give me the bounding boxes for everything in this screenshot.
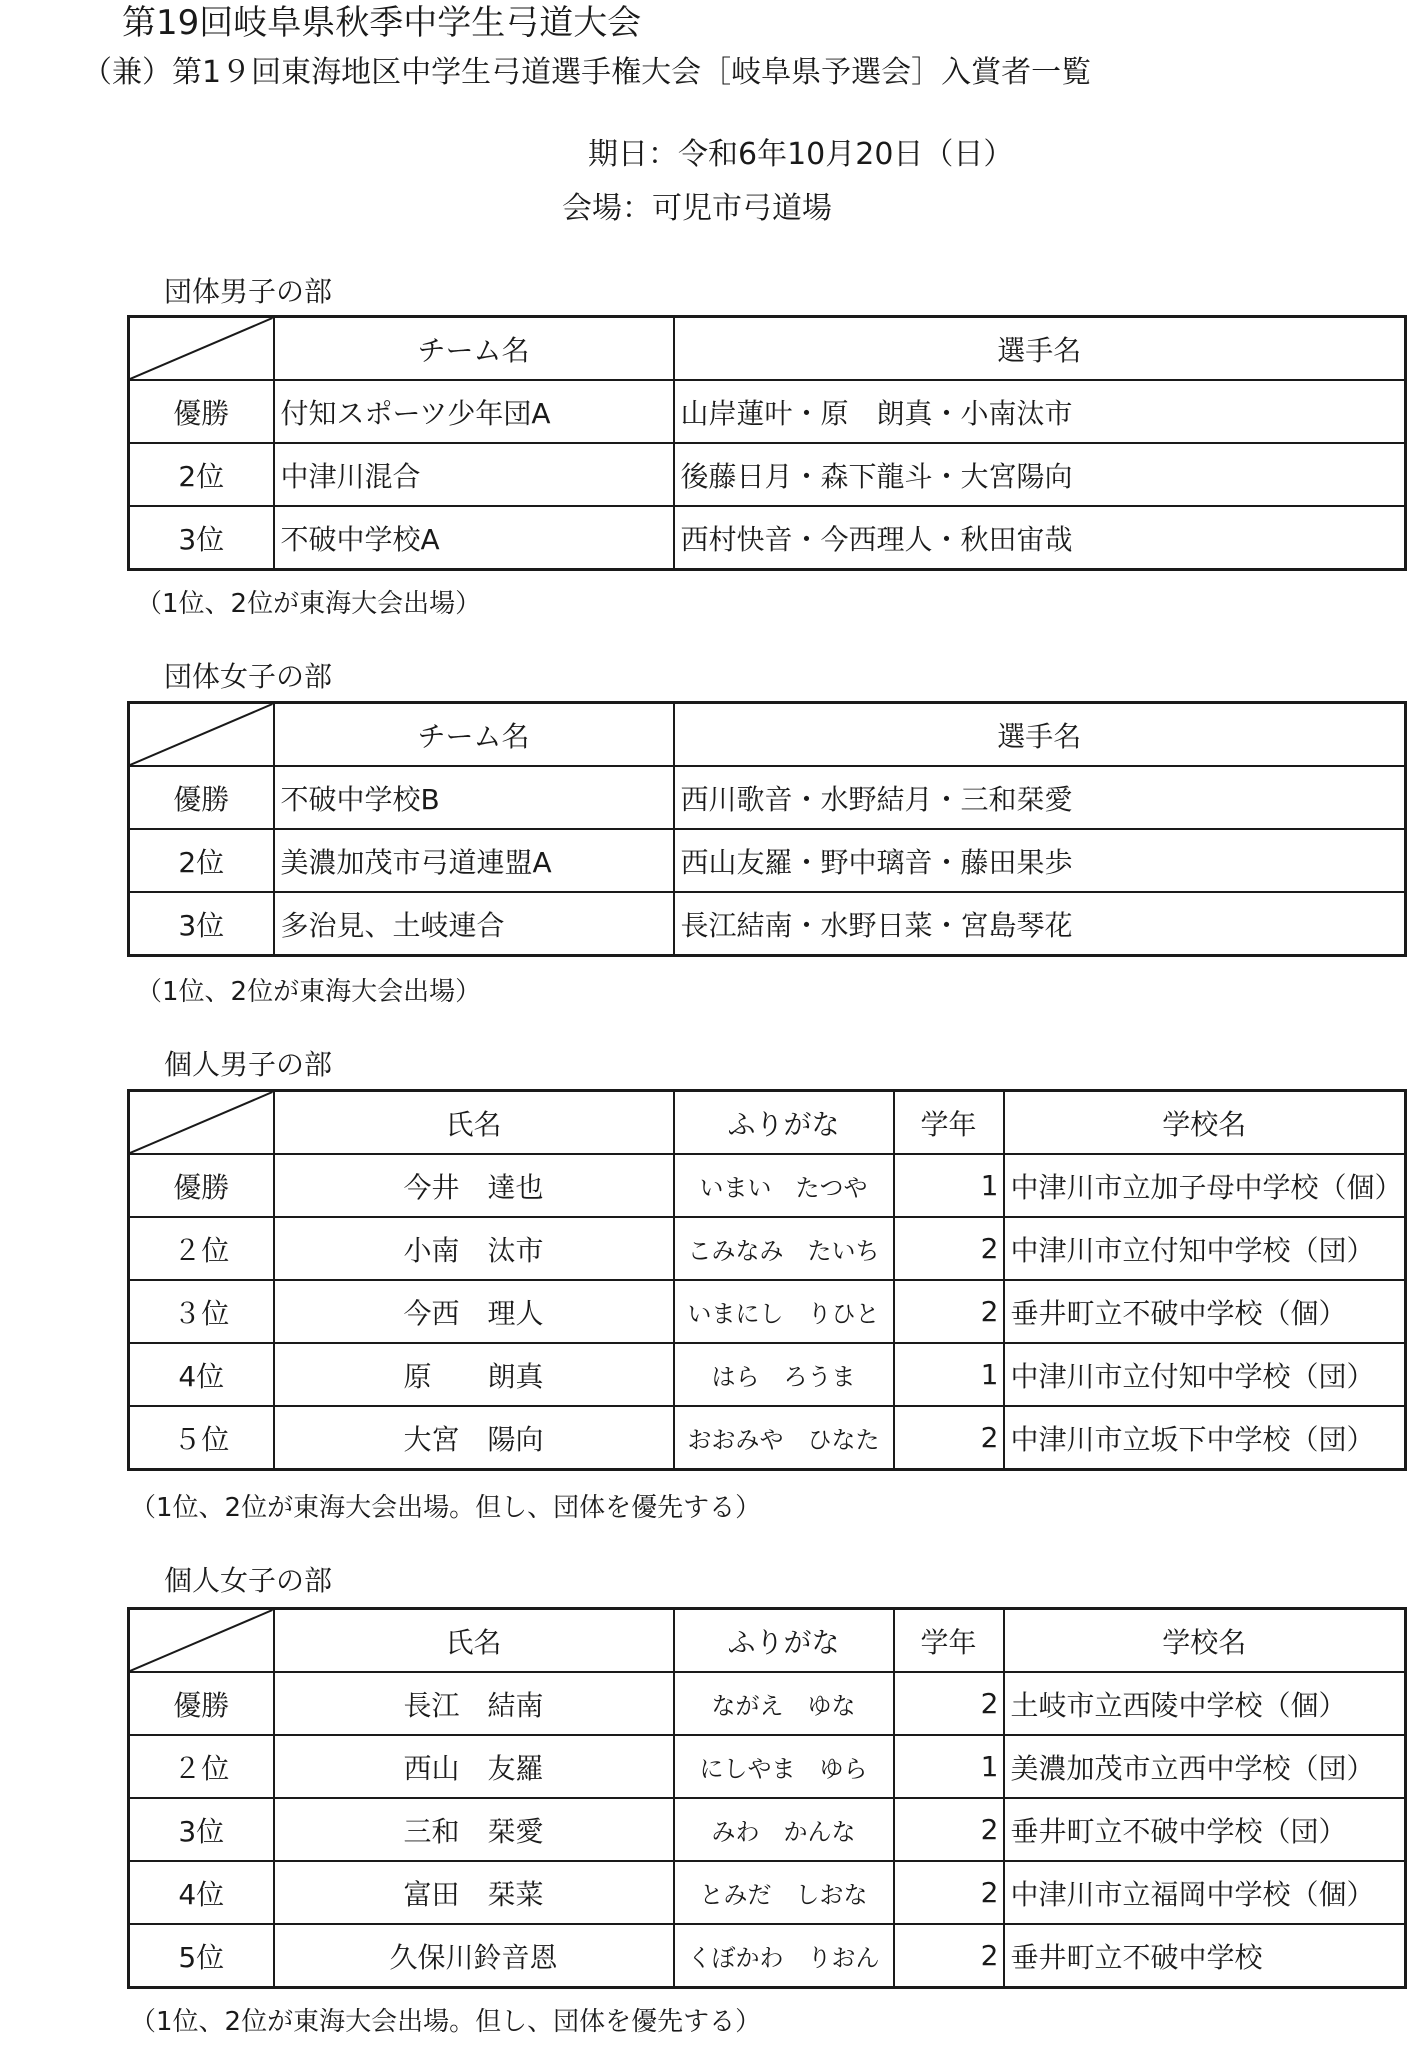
- players-cell: 長江結南・水野日菜・宮島琴花: [674, 892, 1406, 956]
- kana-cell: こみなみ たいち: [674, 1217, 894, 1280]
- school-cell: 土岐市立西陵中学校（個）: [1004, 1672, 1406, 1735]
- table-row: [129, 1154, 1406, 1217]
- header-kana: ふりがな: [674, 1609, 894, 1673]
- players-cell: 西村快音・今西理人・秋田宙哉: [674, 506, 1406, 570]
- team-cell: 不破中学校A: [274, 506, 674, 570]
- team-cell: 付知スポーツ少年団A: [274, 380, 674, 443]
- diagonal-corner-cell: [129, 1609, 274, 1673]
- rank-cell: 優勝: [129, 1154, 274, 1217]
- table-row: [129, 892, 1406, 956]
- players-cell: 西川歌音・水野結月・三和栞愛: [674, 766, 1406, 829]
- school-cell: 垂井町立不破中学校: [1004, 1924, 1406, 1988]
- rank-cell: ２位: [129, 1735, 274, 1798]
- grade-cell: 2: [894, 1280, 1004, 1343]
- kana-cell: おおみや ひなた: [674, 1406, 894, 1470]
- header-grade: 学年: [894, 1609, 1004, 1673]
- table-header-row: [129, 1609, 1406, 1673]
- name-cell: 富田 栞菜: [274, 1861, 674, 1924]
- name-cell: 西山 友羅: [274, 1735, 674, 1798]
- grade-cell: 2: [894, 1672, 1004, 1735]
- diagonal-corner-cell: [129, 703, 274, 767]
- kana-cell: くぼかわ りおん: [674, 1924, 894, 1988]
- rank-cell: 優勝: [129, 380, 274, 443]
- page-subtitle: （兼）第1９回東海地区中学生弓道選手権大会［岐阜県予選会］入賞者一覧: [82, 55, 1092, 90]
- section-label-individual-girls: 個人女子の部: [164, 1564, 333, 1597]
- name-cell: 大宮 陽向: [274, 1406, 674, 1470]
- rank-cell: 2位: [129, 829, 274, 892]
- name-cell: 久保川鈴音恩: [274, 1924, 674, 1988]
- school-cell: 中津川市立付知中学校（団）: [1004, 1343, 1406, 1406]
- kana-cell: みわ かんな: [674, 1798, 894, 1861]
- team-cell: 多治見、土岐連合: [274, 892, 674, 956]
- school-cell: 中津川市立坂下中学校（団）: [1004, 1406, 1406, 1470]
- team-cell: 中津川混合: [274, 443, 674, 506]
- grade-cell: 2: [894, 1924, 1004, 1988]
- table-row: [129, 443, 1406, 506]
- name-cell: 三和 栞愛: [274, 1798, 674, 1861]
- table-row: [129, 380, 1406, 443]
- section-label-team-girls: 団体女子の部: [164, 660, 333, 693]
- section-label-team-boys: 団体男子の部: [164, 275, 333, 308]
- grade-cell: 2: [894, 1861, 1004, 1924]
- rank-cell: 4位: [129, 1343, 274, 1406]
- header-name: 氏名: [274, 1609, 674, 1673]
- name-cell: 今西 理人: [274, 1280, 674, 1343]
- rank-cell: 3位: [129, 1798, 274, 1861]
- name-cell: 小南 汰市: [274, 1217, 674, 1280]
- table-row: [129, 1861, 1406, 1924]
- section-label-individual-boys: 個人男子の部: [164, 1048, 333, 1081]
- page-title: 第19回岐阜県秋季中学生弓道大会: [122, 3, 642, 43]
- school-cell: 美濃加茂市立西中学校（団）: [1004, 1735, 1406, 1798]
- rank-cell: 4位: [129, 1861, 274, 1924]
- header-name: 氏名: [274, 1091, 674, 1155]
- rank-cell: 2位: [129, 443, 274, 506]
- table-row: [129, 1798, 1406, 1861]
- grade-cell: 2: [894, 1406, 1004, 1470]
- note-team-boys: （1位、2位が東海大会出場）: [136, 589, 482, 619]
- table-row: [129, 1735, 1406, 1798]
- diagonal-corner-cell: [129, 317, 274, 381]
- rank-cell: 5位: [129, 1924, 274, 1988]
- table-individual-boys: [127, 1089, 1407, 1471]
- table-individual-girls: [127, 1607, 1407, 1989]
- kana-cell: ながえ ゆな: [674, 1672, 894, 1735]
- table-row: [129, 1343, 1406, 1406]
- rank-cell: ３位: [129, 1280, 274, 1343]
- kana-cell: いまにし りひと: [674, 1280, 894, 1343]
- header-kana: ふりがな: [674, 1091, 894, 1155]
- header-school: 学校名: [1004, 1609, 1406, 1673]
- table-row: [129, 506, 1406, 570]
- table-row: [129, 829, 1406, 892]
- table-header-row: [129, 1091, 1406, 1155]
- kana-cell: とみだ しおな: [674, 1861, 894, 1924]
- table-header-row: [129, 703, 1406, 767]
- table-row: [129, 1217, 1406, 1280]
- header-team: チーム名: [274, 317, 674, 381]
- header-team: チーム名: [274, 703, 674, 767]
- rank-cell: ５位: [129, 1406, 274, 1470]
- school-cell: 垂井町立不破中学校（個）: [1004, 1280, 1406, 1343]
- name-cell: 原 朗真: [274, 1343, 674, 1406]
- kana-cell: いまい たつや: [674, 1154, 894, 1217]
- team-cell: 美濃加茂市弓道連盟A: [274, 829, 674, 892]
- event-date: 期日：令和6年10月20日（日）: [588, 137, 1014, 172]
- note-individual-boys: （1位、2位が東海大会出場。但し、団体を優先する）: [130, 1493, 762, 1523]
- table-row: [129, 766, 1406, 829]
- school-cell: 中津川市立加子母中学校（個）: [1004, 1154, 1406, 1217]
- table-team-boys: [127, 315, 1407, 571]
- table-row: [129, 1280, 1406, 1343]
- grade-cell: 2: [894, 1798, 1004, 1861]
- table-row: [129, 1672, 1406, 1735]
- rank-cell: 3位: [129, 892, 274, 956]
- players-cell: 後藤日月・森下龍斗・大宮陽向: [674, 443, 1406, 506]
- header-players: 選手名: [674, 703, 1406, 767]
- header-school: 学校名: [1004, 1091, 1406, 1155]
- header-players: 選手名: [674, 317, 1406, 381]
- event-venue: 会場：可児市弓道場: [562, 191, 832, 226]
- name-cell: 長江 結南: [274, 1672, 674, 1735]
- note-individual-girls: （1位、2位が東海大会出場。但し、団体を優先する）: [130, 2007, 762, 2037]
- grade-cell: 2: [894, 1217, 1004, 1280]
- grade-cell: 1: [894, 1735, 1004, 1798]
- players-cell: 山岸蓮叶・原 朗真・小南汰市: [674, 380, 1406, 443]
- table-team-girls: [127, 701, 1407, 957]
- diagonal-corner-cell: [129, 1091, 274, 1155]
- name-cell: 今井 達也: [274, 1154, 674, 1217]
- kana-cell: にしやま ゆら: [674, 1735, 894, 1798]
- rank-cell: 優勝: [129, 766, 274, 829]
- header-grade: 学年: [894, 1091, 1004, 1155]
- grade-cell: 1: [894, 1154, 1004, 1217]
- table-header-row: [129, 317, 1406, 381]
- players-cell: 西山友羅・野中璃音・藤田果歩: [674, 829, 1406, 892]
- school-cell: 垂井町立不破中学校（団）: [1004, 1798, 1406, 1861]
- note-team-girls: （1位、2位が東海大会出場）: [136, 977, 482, 1007]
- table-row: [129, 1924, 1406, 1988]
- kana-cell: はら ろうま: [674, 1343, 894, 1406]
- school-cell: 中津川市立付知中学校（団）: [1004, 1217, 1406, 1280]
- rank-cell: 優勝: [129, 1672, 274, 1735]
- rank-cell: 3位: [129, 506, 274, 570]
- grade-cell: 1: [894, 1343, 1004, 1406]
- team-cell: 不破中学校B: [274, 766, 674, 829]
- rank-cell: ２位: [129, 1217, 274, 1280]
- school-cell: 中津川市立福岡中学校（個）: [1004, 1861, 1406, 1924]
- table-row: [129, 1406, 1406, 1470]
